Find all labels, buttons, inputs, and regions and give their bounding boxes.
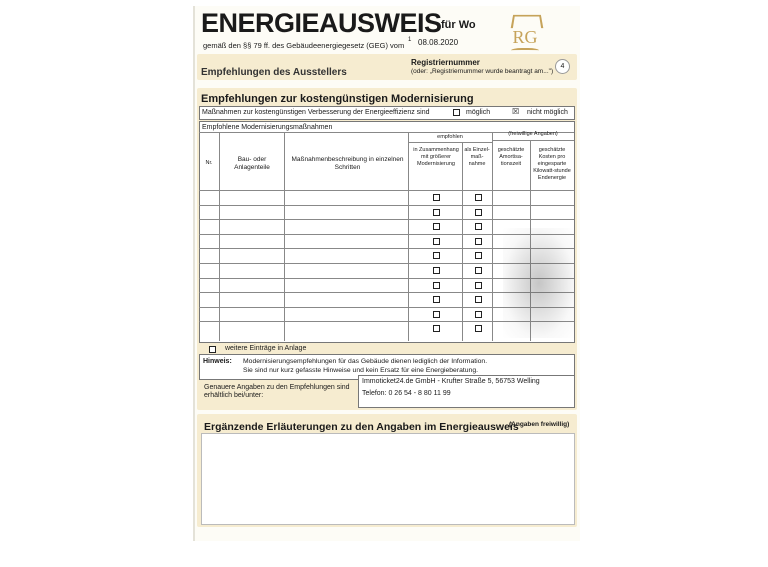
zusammenhang-checkbox[interactable] (433, 282, 440, 289)
einzelmassnahme-checkbox[interactable] (475, 194, 482, 201)
erlaeuterungen-textarea[interactable] (201, 433, 575, 525)
empfohlen-divider (408, 142, 492, 143)
einzelmassnahme-checkbox[interactable] (475, 252, 482, 259)
hinweis-line-1: Modernisierungsempfehlungen für das Gebäude dienen lediglich der Information. (243, 358, 488, 365)
col-einzeln: als Einzel-maß-nahme (464, 147, 490, 167)
page-edge (193, 6, 195, 541)
table-row (199, 205, 574, 206)
contact-company: Immoticket24.de GmbH - Krufter Straße 5, 56753 Welling (362, 378, 540, 385)
col-line-einzeln (492, 132, 493, 341)
zusammenhang-checkbox[interactable] (433, 296, 440, 303)
possible-label: möglich (466, 109, 491, 116)
zusammenhang-checkbox[interactable] (433, 325, 440, 332)
col-line-bauteile (284, 132, 285, 341)
table-row (199, 219, 574, 220)
col-line-beschreibung (408, 132, 409, 341)
issue-date: 08.08.2020 (418, 38, 459, 47)
einzelmassnahme-checkbox[interactable] (475, 325, 482, 332)
hinweis-line-2: Sie sind nur kurz gefasste Hinweise und kein Ersatz für eine Energieberatung. (243, 367, 479, 374)
table-row (199, 190, 574, 191)
zusammenhang-checkbox[interactable] (433, 311, 440, 318)
erlaeuterungen-heading: Ergänzende Erläuterungen zu den Angaben im Energieausweis (204, 421, 519, 433)
hinweis-label: Hinweis: (203, 358, 232, 365)
footnote-mark: 1 (408, 37, 412, 43)
document-title: ENERGIEAUSWEIS (201, 8, 442, 38)
einzelmassnahme-checkbox[interactable] (475, 282, 482, 289)
scan-smudge (503, 228, 575, 338)
einzelmassnahme-checkbox[interactable] (475, 238, 482, 245)
col-empfohlen: empfohlen (437, 134, 463, 140)
zusammenhang-checkbox[interactable] (433, 223, 440, 230)
measures-question: Maßnahmen zur kostengünstigen Verbesserung der Energieeffizienz sind (202, 109, 430, 116)
document-subtitle: für Wo (441, 19, 476, 31)
col-line-zusammenhang (462, 142, 463, 341)
aussteller-heading: Empfehlungen des Ausstellers (201, 67, 347, 78)
modernisierung-heading: Empfehlungen zur kostengünstigen Modernisierung (201, 93, 474, 105)
possible-checkbox[interactable] (453, 109, 460, 116)
page-number: 4 (555, 59, 570, 74)
col-bauteile: Bau- oder Anlagenteile (234, 156, 270, 171)
registration-label: Registriernummer (411, 58, 480, 67)
table-caption: Empfohlene Modernisierungsmaßnahmen (202, 124, 333, 131)
freiwillig-divider (493, 140, 574, 141)
logo-text: RG (512, 27, 538, 47)
geg-line: gemäß den §§ 79 ff. des Gebäudeenergiegesetz (GEG) vom (203, 41, 405, 50)
contact-phone: Telefon: 0 26 54 - 8 80 11 99 (362, 390, 451, 397)
zusammenhang-checkbox[interactable] (433, 238, 440, 245)
col-nr: Nr. (205, 160, 213, 166)
erlaeuterungen-note: (Angaben freiwillig) (509, 421, 570, 428)
col-im-zusammenhang: in Zusammenhang mit größerer Modernisierung (413, 147, 459, 167)
company-logo (508, 14, 542, 54)
not-possible-checkbox[interactable]: ☒ (512, 107, 520, 116)
registration-hint: (oder: „Registriernummer wurde beantragt am...") (411, 68, 554, 75)
col-kosten: geschätzte Kosten pro eingesparte Kilowatt-stunde Endenergie (533, 147, 571, 181)
col-amortisation: geschätzte Amortisa-tionszeit (497, 147, 525, 167)
col-line-nr (219, 132, 220, 341)
weitere-checkbox[interactable] (209, 346, 216, 353)
genauere-label: Genauere Angaben zu den Empfehlungen sind erhältlich bei/unter: (204, 384, 350, 399)
zusammenhang-checkbox[interactable] (433, 252, 440, 259)
col-beschreibung: Maßnahmenbeschreibung in einzelnen Schritten (291, 156, 404, 171)
zusammenhang-checkbox[interactable] (433, 194, 440, 201)
einzelmassnahme-checkbox[interactable] (475, 267, 482, 274)
weitere-label: weitere Einträge in Anlage (225, 345, 307, 352)
einzelmassnahme-checkbox[interactable] (475, 223, 482, 230)
zusammenhang-checkbox[interactable] (433, 267, 440, 274)
einzelmassnahme-checkbox[interactable] (475, 209, 482, 216)
not-possible-label: nicht möglich (527, 109, 568, 116)
zusammenhang-checkbox[interactable] (433, 209, 440, 216)
col-freiwillig: (freiwillige Angaben) (508, 131, 558, 137)
einzelmassnahme-checkbox[interactable] (475, 311, 482, 318)
einzelmassnahme-checkbox[interactable] (475, 296, 482, 303)
